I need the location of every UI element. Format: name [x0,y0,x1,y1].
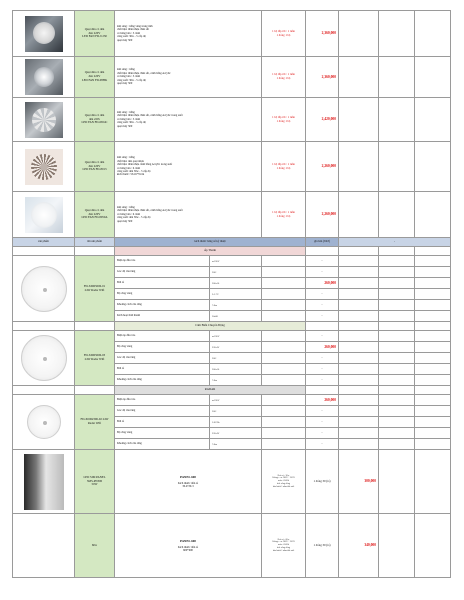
spec-value: 360x10 [210,278,262,289]
spec-label: Độ chạy sáng [115,342,210,353]
empty-cell [262,439,306,450]
empty-cell [379,428,415,439]
product-name: Quạt đèn có đèn đèn 220v LED FAN FD-6654C [75,98,115,142]
empty-cell [339,439,379,450]
spec-value: 360° [210,353,262,364]
product-name: Quạt đèn có đèn đèn 220V LED FAN FD-8050A [75,192,115,238]
section-title: Áp Thanh [115,247,306,256]
product-price: 260,000 [306,342,339,353]
spec-label: Khoảng cách của tảng [115,300,210,311]
panel-rows [13,450,451,578]
header-dash: - [339,238,451,247]
panel-info-cell [115,514,262,578]
empty-cell [379,278,415,289]
panel-row [13,514,451,578]
empty-cell [379,247,415,256]
empty-cell [339,395,379,406]
product-price: 340,000 [339,514,379,578]
spec-value: 5.8GHz [210,417,262,428]
empty-cell [262,278,306,289]
panel-specs: Đơn vị - 30w Voltage : ac 160V ~ 265V màu : 6500k tích công dòng bảo hành 1 năm/đổi mới [262,450,306,514]
product-name: Quạt đèn có đèn đèn 220V LED FAN FD-9 230 [75,11,115,57]
product-price: - [306,300,339,311]
spec-label: Góc độ của tảng [115,406,210,417]
warranty-text: 1 bộ lắp rời : 1 tuần 1 đổng 1 bộ [262,98,306,142]
product-price: 2,260,000 [306,142,339,192]
empty-cell [13,386,75,395]
product-description: ánh sáng : trắng chất liệu: thân nhựa chân sắt, cánh bằng Acrylic có hàng bán : 3 cánh công suất: 36w - 5 cấp độ quạt máy 300 [115,57,262,98]
panel-title: PANEL 600 [180,538,196,543]
empty-cell [415,289,451,300]
spec-label: Điện áp đầu vào [115,256,210,267]
warranty-text: 1 bộ lắp rời : 1 tuần 1 đổng 1 bộ [262,11,306,57]
empty-cell [379,267,415,278]
product-price: 260,000 [306,278,339,289]
empty-cell [339,417,379,428]
spec-label: Độ chạy sáng [115,428,210,439]
empty-cell [379,142,415,192]
header-image: sản phẩm [13,238,75,247]
table-header [13,238,451,247]
spec-value: 2-5.7V [210,289,262,300]
empty-cell [379,192,415,238]
panel-size: Kích thước tấm tổ 30-P/30-3 [177,481,199,488]
ceiling-fan-silver-icon [25,59,63,95]
product-price: - [306,417,339,428]
spec-label: Độ chạy sáng [115,289,210,300]
empty-cell [415,514,451,578]
empty-cell [339,278,379,289]
empty-cell [262,417,306,428]
empty-cell [262,353,306,364]
product-price: - [306,406,339,417]
header-spec: kích thước bảng số kỹ thuật [115,238,306,247]
product-image-cell [13,256,75,322]
empty-cell [379,342,415,353]
product-name: FD-XDD5006-03 24W Radar Wifi [75,331,115,386]
product-description: ánh sáng : trắng chất liệu: thân nhựa chân sắt, cánh bằng Acrylic trong suốt có hàng bán : 3 cánh công suất: 36w - 5 cấp độ quạt máy 300 [115,98,262,142]
product-price: - [306,289,339,300]
empty-cell [415,192,451,238]
product-price: - [306,364,339,375]
spec-value: 7-8m [210,375,262,386]
section-row [13,247,451,256]
product-image-cell [13,331,75,386]
empty-cell [379,353,415,364]
product-description: ánh sáng : trắng chất liệu: đèn quạt nhựa chất liệu: thân nhựa cánh bằng Acrylic trong suốt có hàng bán : 6 cánh công suất: đèn 36w - 3 cấp độ kích thước: 55cm*55cm [115,142,262,192]
empty-cell [379,364,415,375]
empty-cell [415,256,451,267]
empty-cell [339,289,379,300]
spec-value: ac220V [210,331,262,342]
empty-cell [262,267,306,278]
empty-cell [262,428,306,439]
empty-cell [379,300,415,311]
product-name: FD-XDD5006-01 24W Radar Wifi [75,256,115,322]
spec-row [13,331,451,342]
empty-cell [379,406,415,417]
empty-cell [415,342,451,353]
empty-cell [379,311,415,322]
product-price: - [306,256,339,267]
empty-cell [262,311,306,322]
ceiling-fan-white-icon [25,197,63,233]
product-price: - [306,428,339,439]
panel-info-cell [115,450,262,514]
empty-cell [339,256,379,267]
ceiling-fan-bladed-icon [25,102,63,138]
product-price: 260,000 [306,395,339,406]
empty-cell [13,247,75,256]
empty-cell [415,428,451,439]
empty-cell [415,353,451,364]
spec-value: 360° [210,267,262,278]
product-price: 2,260,000 [306,192,339,238]
empty-cell [339,192,379,238]
empty-cell [262,395,306,406]
empty-cell [415,57,451,98]
empty-cell [415,311,451,322]
product-price: - [306,311,339,322]
empty-cell [379,417,415,428]
spec-value: 360x10 [210,364,262,375]
empty-cell [415,439,451,450]
price-table [12,10,451,578]
spec-label: Điện áp đầu vào [115,331,210,342]
spec-label: Đời tổ [115,364,210,375]
empty-cell [415,300,451,311]
empty-cell [415,417,451,428]
empty-cell [339,353,379,364]
empty-cell [379,57,415,98]
empty-cell [339,98,379,142]
spec-value: 220-4V [210,342,262,353]
empty-cell [339,331,379,342]
empty-cell [339,322,379,331]
product-price: - [306,353,339,364]
spec-value: 7-8m [210,300,262,311]
empty-cell [379,386,415,395]
product-price: 2,360,000 [306,11,339,57]
ceiling-fan-grille-icon [25,149,63,185]
empty-cell [415,450,451,514]
empty-cell [415,395,451,406]
empty-cell [262,375,306,386]
empty-cell [415,98,451,142]
spec-row [13,256,451,267]
product-price: 2,420,000 [306,98,339,142]
product-image-cell [13,57,75,98]
product-price: - [306,375,339,386]
product-price: 2,360,000 [306,57,339,98]
empty-cell [415,331,451,342]
empty-cell [379,256,415,267]
fan-rows [13,11,451,238]
empty-cell [379,439,415,450]
spec-label: Khoảng cách của tảng [115,439,210,450]
product-image-cell [13,11,75,57]
empty-cell [415,322,451,331]
fan-row [13,98,451,142]
spec-label: Điện áp đầu vào [115,395,210,406]
ceiling-fan-dark-icon [25,16,63,52]
empty-cell [339,375,379,386]
spec-label: Đời tổ [115,417,210,428]
round-panel-light-icon [21,335,67,381]
section-title: RADAR [115,386,306,395]
empty-cell [306,322,339,331]
product-image-cell [13,192,75,238]
spec-value: ac220V [210,256,262,267]
empty-cell [262,256,306,267]
spec-label: Góc độ của tảng [115,267,210,278]
empty-cell [379,331,415,342]
product-price: 300,000 [339,450,379,514]
empty-cell [415,375,451,386]
empty-cell [339,267,379,278]
empty-cell [339,364,379,375]
empty-cell [379,98,415,142]
empty-cell [75,386,115,395]
empty-cell [75,322,115,331]
panel-specs: Đơn vị - 60w Voltage : ac 160V ~ 265V màu : 6500k tích công dòng bảo hành 1 năm/đổi mới [262,514,306,578]
empty-cell [379,289,415,300]
spec-label: Kích hoạt thời thanh [115,311,210,322]
product-name: FD-XDD2306-02 24W Radar Wifi [75,395,115,450]
empty-cell [379,395,415,406]
empty-cell [339,342,379,353]
spec-label: Đời tổ [115,278,210,289]
product-image-cell [13,98,75,142]
spec-value: ac220V [210,395,262,406]
empty-cell [415,364,451,375]
section-title: Cảm Biến Chuyển Động [115,322,306,331]
spec-label: Khoảng cách của tảng [115,375,210,386]
panel-quantity: 1 đổng 30 (tổ) [306,514,339,578]
warranty-text: 1 bộ lắp rời : 1 tuần 1 đổng 1 bộ [262,57,306,98]
panel-title: PANEL 600 [180,474,196,479]
empty-cell [379,450,415,514]
empty-cell [75,247,115,256]
product-description: ánh sáng : trắng chất liệu: thân nhựa chân sắt, cánh bằng Acrylic trong suốt có hàng bán : 6 cánh công suất: đèn 36w - 5 cấp độ quạt máy 300 [115,192,262,238]
empty-cell [415,247,451,256]
empty-cell [339,57,379,98]
empty-cell [339,247,379,256]
fan-row [13,57,451,98]
empty-cell [415,278,451,289]
spec-value: 30s08 [210,311,262,322]
panel-row [13,450,451,514]
warranty-text: 1 bộ lắp rời : 1 tuần 1 đổng 1 bộ [262,142,306,192]
spec-row [13,395,451,406]
fan-row [13,11,451,57]
empty-cell [415,11,451,57]
product-price: - [306,331,339,342]
empty-cell [306,247,339,256]
header-name: mã sản phẩm [75,238,115,247]
product-image-cell [13,395,75,450]
empty-cell [339,311,379,322]
empty-cell [262,289,306,300]
product-name: LED SIM PANEL 3MS-PN300 50W [75,450,115,514]
empty-cell [262,331,306,342]
panel-quantity: 1 đổng 30 (tổ) [306,450,339,514]
product-name: Quạt đèn có đèn đèn 220V LED FAN FD-8013 [75,142,115,192]
product-price: - [306,439,339,450]
spec-value: 220-4V [210,428,262,439]
led-panel-edge-icon [24,454,64,510]
empty-cell [415,406,451,417]
empty-cell [415,142,451,192]
empty-cell [379,375,415,386]
empty-cell [306,386,339,395]
spec-value: 7-8m [210,439,262,450]
sensor-rows [13,247,451,450]
product-image-cell [13,514,75,578]
empty-cell [379,514,415,578]
empty-cell [339,300,379,311]
empty-cell [339,142,379,192]
empty-cell [13,322,75,331]
spec-value: 360° [210,406,262,417]
empty-cell [262,342,306,353]
spec-label: Góc độ của tảng [115,353,210,364]
empty-cell [339,11,379,57]
round-panel-light-icon [21,266,67,312]
empty-cell [339,406,379,417]
warranty-text: 1 bộ lắp rời : 1 tuần 1 đổng 1 bộ [262,192,306,238]
empty-cell [262,364,306,375]
section-row [13,386,451,395]
product-name: Quạt đèn có đèn đèn 220V LED FAN FD-08HK [75,57,115,98]
panel-size: Kích thước tấm tổ 600*600 [177,545,199,552]
empty-cell [262,406,306,417]
empty-cell [339,428,379,439]
round-panel-light-small-icon [27,405,61,439]
fan-row [13,142,451,192]
header-extra: giá bán (VAT) [306,238,339,247]
product-description: ánh sáng : trắng vàng trung tính chất liệu: thân nhựa chân sắt có hàng bán : 3 cánh công suất: 36w - 5 cấp độ quạt máy 300 [115,11,262,57]
section-row [13,322,451,331]
fan-row [13,192,451,238]
product-price: - [306,267,339,278]
empty-cell [262,300,306,311]
empty-cell [339,386,379,395]
product-image-cell [13,450,75,514]
empty-cell [415,386,451,395]
product-name: 60w [75,514,115,578]
empty-cell [379,11,415,57]
empty-cell [415,267,451,278]
product-image-cell [13,142,75,192]
empty-cell [379,322,415,331]
